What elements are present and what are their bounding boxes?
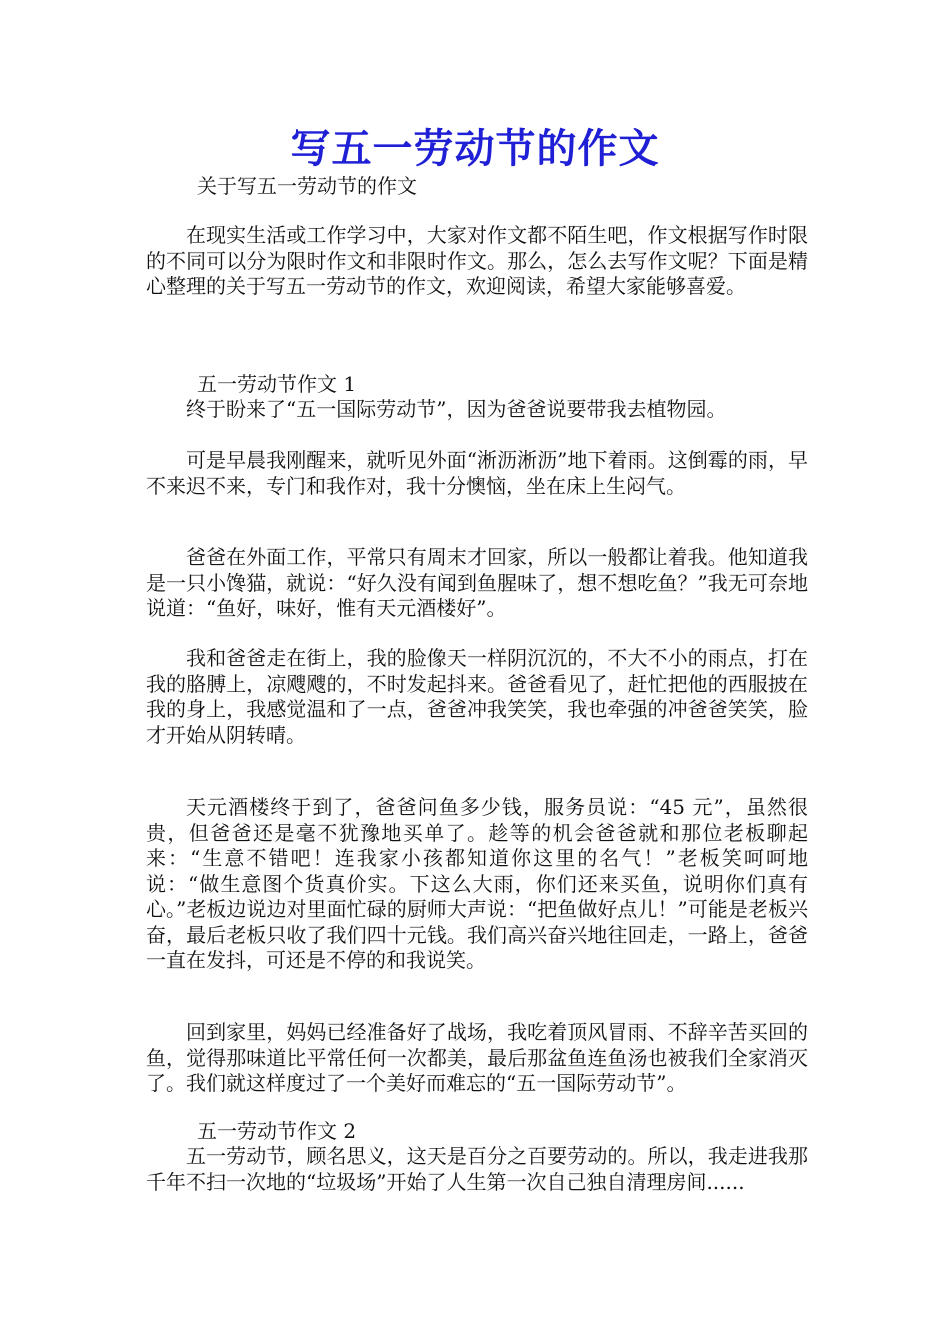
section-1-heading: 五一劳动节作文 1: [197, 372, 357, 396]
section-1-paragraph: 爸爸在外面工作，平常只有周末才回家，所以一般都让着我。他知道我是一只小馋猫，就说：“好久没有闻到鱼腥味了，想不想吃鱼？”我无可奈地说道：“鱼好，味好，惟有天元酒楼好”。: [146, 545, 808, 620]
section-2-heading: 五一劳动节作文 2: [197, 1119, 357, 1143]
section-2-paragraph: 五一劳动节，顾名思义，这天是百分之百要劳动的。所以，我走进我那千年不扫一次地的“垃圾场”开始了人生第一次自己独自清理房间......: [146, 1144, 808, 1194]
section-1-paragraph: 回到家里，妈妈已经准备好了战场，我吃着顶风冒雨、不辞辛苦买回的鱼，觉得那味道比平常任何一次都美，最后那盆鱼连鱼汤也被我们全家消灭了。我们就这样度过了一个美好而难忘的“五一国际劳动节”。: [146, 1020, 808, 1095]
section-1-paragraph: 终于盼来了“五一国际劳动节”，因为爸爸说要带我去植物园。: [186, 397, 727, 421]
section-1-paragraph: 可是早晨我刚醒来，就听见外面“淅沥淅沥”地下着雨。这倒霉的雨，早不来迟不来，专门和我作对，我十分懊恼，坐在床上生闷气。: [146, 448, 808, 498]
document-subtitle: 关于写五一劳动节的作文: [197, 174, 417, 198]
intro-paragraph: 在现实生活或工作学习中，大家对作文都不陌生吧，作文根据写作时限的不同可以分为限时作文和非限时作文。那么，怎么去写作文呢？下面是精心整理的关于写五一劳动节的作文，欢迎阅读，希望大家能够喜爱。: [146, 223, 808, 298]
document-title: 写五一劳动节的作文: [290, 125, 660, 172]
section-1-paragraph: 我和爸爸走在街上，我的脸像天一样阴沉沉的，不大不小的雨点，打在我的胳膊上，凉飕飕的，不时发起抖来。爸爸看见了，赶忙把他的西服披在我的身上，我感觉温和了一点，爸爸冲我笑笑，我也牵强的冲爸爸笑笑，脸才开始从阴转晴。: [146, 646, 808, 747]
section-1-paragraph: 天元酒楼终于到了，爸爸问鱼多少钱，服务员说：“45 元”，虽然很贵，但爸爸还是毫不犹豫地买单了。趁等的机会爸爸就和那位老板聊起来：“生意不错吧！连我家小孩都知道你这里的名气！”老板笑呵呵地说：“做生意图个货真价实。下这么大雨，你们还来买鱼，说明你们真有心。”老板边说边对里面忙碌的厨师大声说：“把鱼做好点儿！”可能是老板兴奋，最后老板只收了我们四十元钱。我们高兴奋兴地往回走，一路上，爸爸一直在发抖，可还是不停的和我说笑。: [146, 795, 808, 972]
